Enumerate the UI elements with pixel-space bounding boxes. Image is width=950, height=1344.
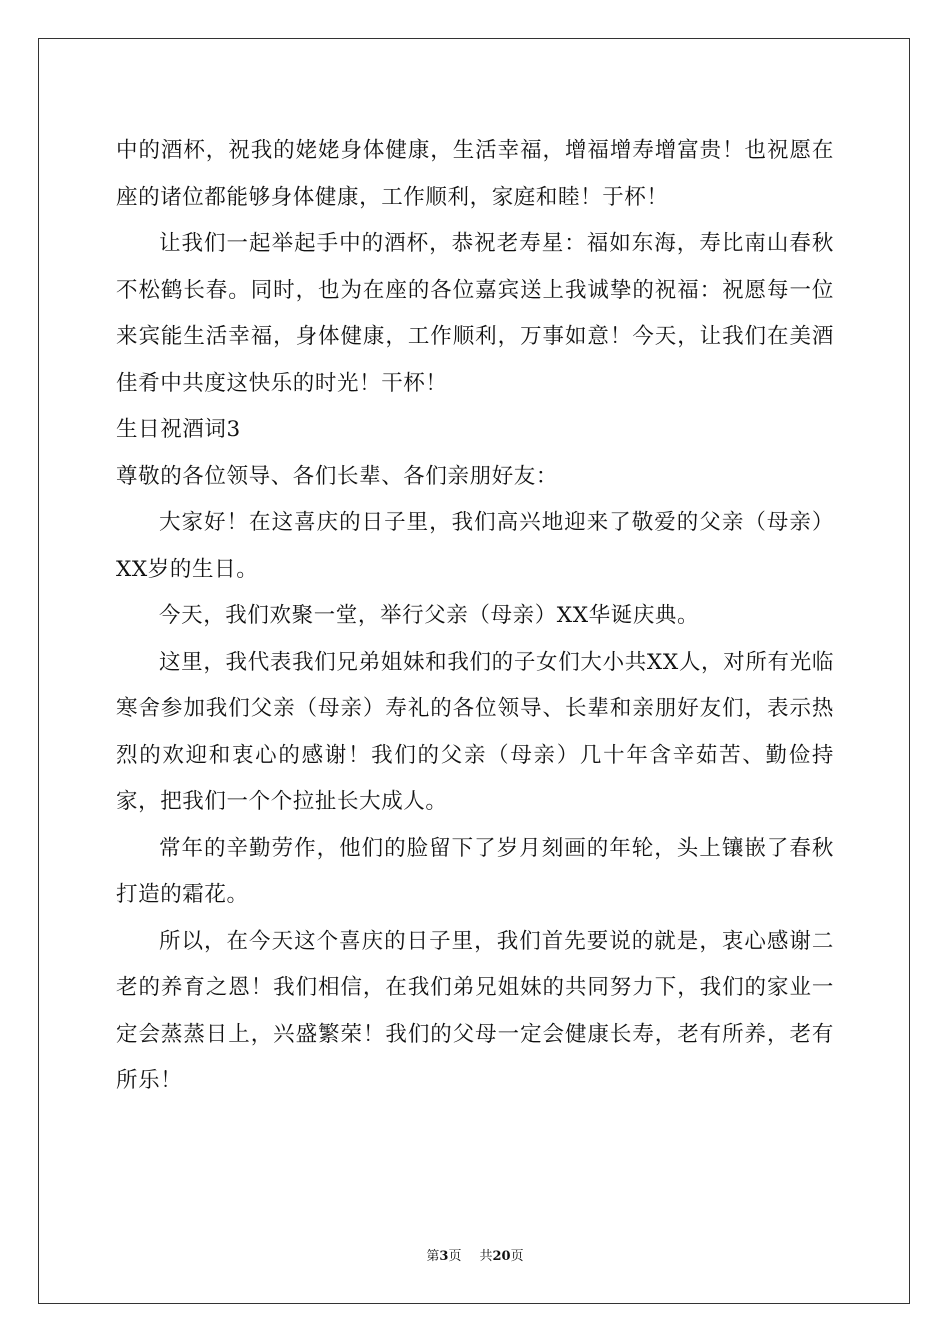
paragraph-hard-work: 常年的辛勤劳作，他们的脸留下了岁月刻画的年轮，头上镶嵌了春秋打造的霜花。 <box>116 835 834 907</box>
page-prefix: 第 <box>426 1249 440 1264</box>
page-number: 3 <box>439 1249 449 1264</box>
paragraph-gathering: 今天，我们欢聚一堂，举行父亲（母亲）XX华诞庆典。 <box>159 603 700 628</box>
salutation: 尊敬的各位领导、各们长辈、各们亲朋好友： <box>116 463 559 489</box>
total-suffix: 页 <box>510 1249 524 1264</box>
paragraph-toast: 让我们一起举起手中的酒杯，恭祝老寿星：福如东海，寿比南山春秋不松鹤长春。同时，也为在座的各位嘉宾送上我诚挚的祝福：祝愿每一位来宾能生活幸福，身体健康，工作顺利，万事如意！今天，让我们在美酒佳肴中共度这快乐的时光！干杯！ <box>116 231 834 396</box>
paragraph-gratitude: 所以，在今天这个喜庆的日子里，我们首先要说的就是，衷心感谢二老的养育之恩！我们相信，在我们弟兄姐妹的共同努力下，我们的家业一定会蒸蒸日上，兴盛繁荣！我们的父母一定会健康长寿，老有所养，老有所乐！ <box>116 928 834 1093</box>
page-suffix: 页 <box>448 1249 462 1264</box>
document-body <box>116 128 834 1105</box>
paragraph-continuation: 中的酒杯，祝我的姥姥身体健康，生活幸福，增福增寿增富贵！也祝愿在座的诸位都能够身体健康，工作顺利，家庭和睦！于杯！ <box>116 138 834 210</box>
total-prefix: 共 <box>479 1249 493 1264</box>
paragraph-greeting: 大家好！在这喜庆的日子里，我们高兴地迎来了敬爱的父亲（母亲）XX岁的生日。 <box>116 510 834 582</box>
section-heading: 生日祝酒词3 <box>116 417 241 442</box>
page-footer <box>0 1248 950 1266</box>
total-pages: 20 <box>492 1249 511 1264</box>
paragraph-thanks: 这里，我代表我们兄弟姐妹和我们的子女们大小共XX人，对所有光临寒舍参加我们父亲（母亲）寿礼的各位领导、长辈和亲朋好友们，表示热烈的欢迎和衷心的感谢！我们的父亲（母亲）几十年含辛茹苦、勤俭持家，把我们一个个拉扯长大成人。 <box>116 649 834 814</box>
